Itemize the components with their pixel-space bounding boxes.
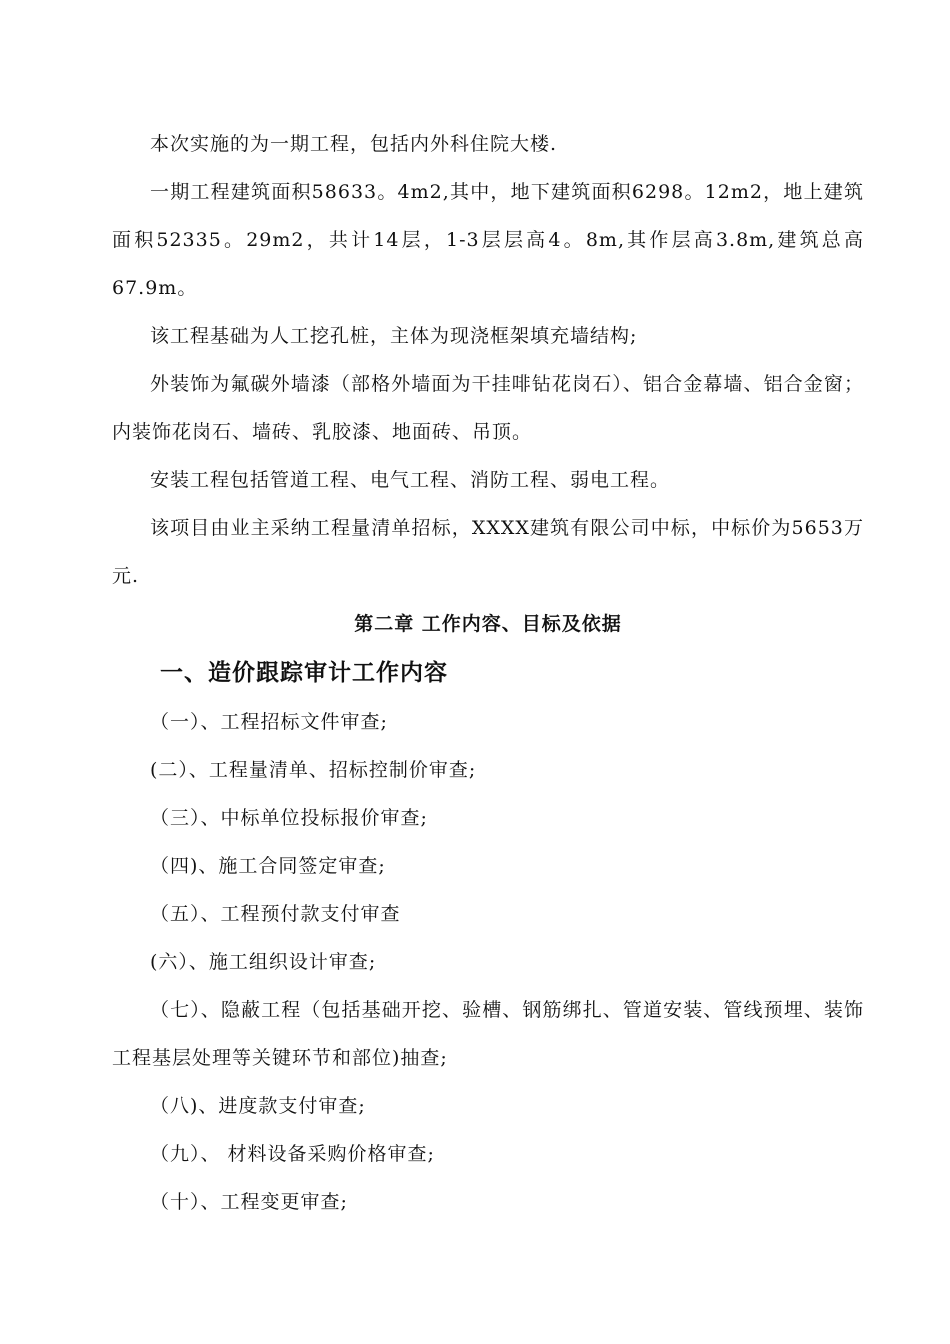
list-item: (六）、施工组织设计审查; [150, 951, 377, 973]
chapter-title: 第二章 工作内容、目标及依据 [354, 613, 622, 635]
paragraph-scope: 本次实施的为一期工程，包括内外科住院大楼. [150, 133, 558, 155]
list-item: （七）、隐蔽工程（包括基础开挖、验槽、钢筋绑扎、管道安装、管线预埋、装饰工程基层处理等关键环节和部位)抽查; [112, 999, 864, 1069]
list-item: （五）、工程预付款支付审查 [150, 903, 401, 925]
paragraph-area: 一期工程建筑面积58633。4m2,其中，地下建筑面积6298。12m2，地上建筑面积52335。29m2，共计14层，1-3层层高4。8m,其作层高3.8m,建筑总高67.9m。 [112, 181, 864, 299]
document-page [112, 120, 864, 1226]
list-item: （四)、施工合同签定审查; [150, 855, 386, 877]
paragraph-installation: 安装工程包括管道工程、电气工程、消防工程、弱电工程。 [150, 469, 671, 491]
paragraph-structure: 该工程基础为人工挖孔桩，主体为现浇框架填充墙结构; [150, 325, 638, 347]
list-item: （一）、工程招标文件审查; [150, 711, 388, 733]
list-item: （十）、工程变更审查; [150, 1191, 348, 1213]
list-item: (二）、工程量清单、招标控制价审查; [150, 759, 477, 781]
list-item: （三）、中标单位投标报价审查; [150, 807, 428, 829]
list-item: （八)、进度款支付审查; [150, 1095, 366, 1117]
paragraph-decoration: 外装饰为氟碳外墙漆（部格外墙面为干挂啡钻花岗石）、铝合金幕墙、铝合金窗；内装饰花岗石、墙砖、乳胶漆、地面砖、吊顶。 [112, 373, 864, 443]
section-title: 一、造价跟踪审计工作内容 [160, 659, 448, 686]
list-item: （九）、 材料设备采购价格审查; [150, 1143, 435, 1165]
paragraph-bid: 该项目由业主采纳工程量清单招标，XXXX建筑有限公司中标，中标价为5653万元. [112, 517, 864, 587]
